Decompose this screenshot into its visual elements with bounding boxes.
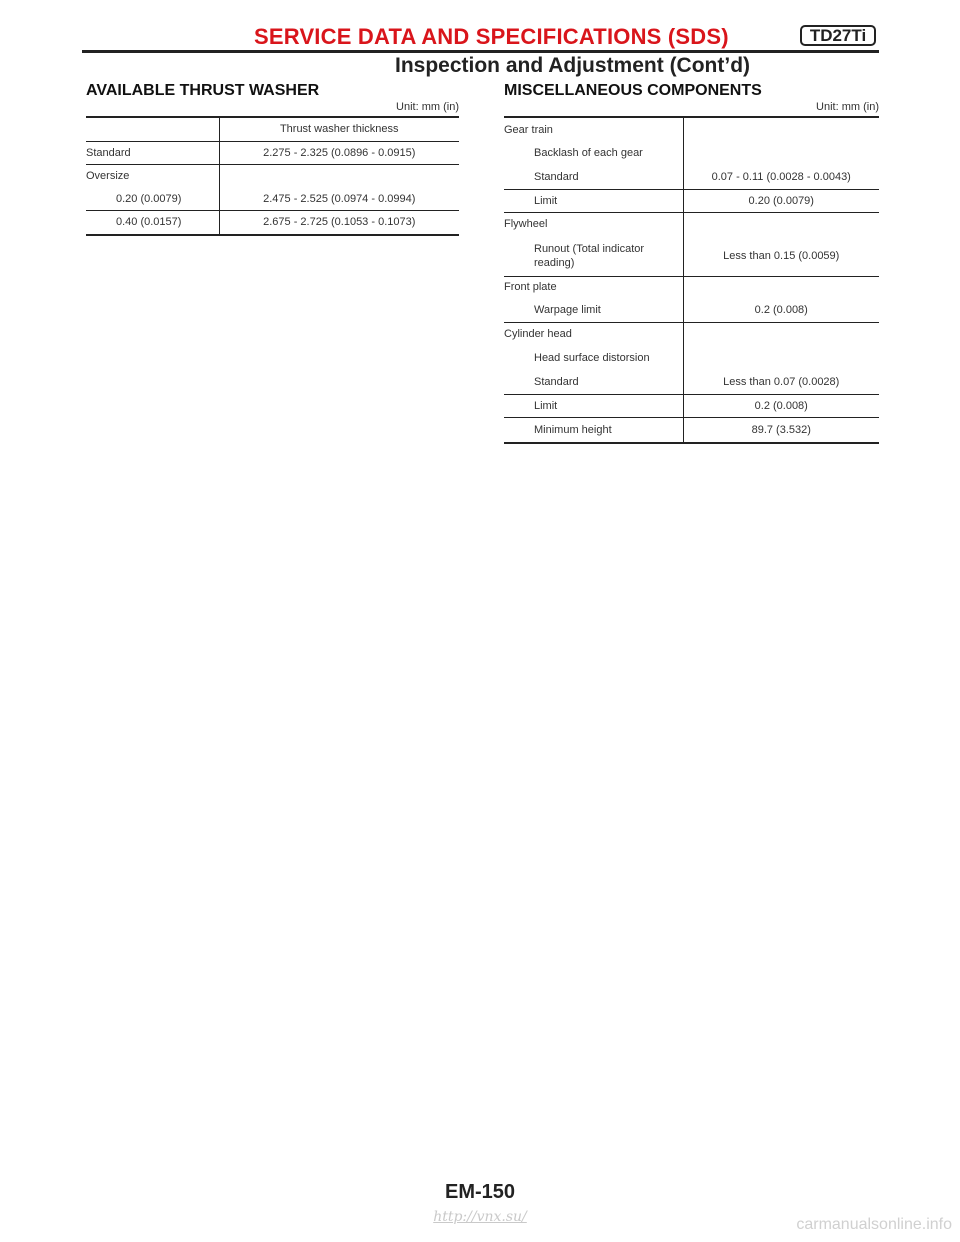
table-row — [504, 189, 879, 212]
misc-heading: MISCELLANEOUS COMPONENTS — [504, 82, 762, 99]
row-value: Less than 0.07 (0.0028) — [683, 370, 879, 394]
page-number: EM-150 — [444, 1181, 516, 1203]
thrust-washer-section — [86, 82, 459, 236]
row-label: 0.20 (0.0079) — [86, 188, 219, 210]
table-row — [504, 370, 879, 394]
row-value: 0.20 (0.0079) — [683, 189, 879, 212]
table-row — [504, 298, 879, 322]
row-value: Less than 0.15 (0.0059) — [683, 236, 879, 276]
table-row — [504, 417, 879, 443]
table-row — [504, 212, 879, 236]
row-label: Minimum height — [534, 423, 612, 436]
table-row — [86, 141, 459, 164]
table-row — [86, 164, 459, 188]
row-label: Limit — [504, 189, 683, 212]
table-row — [504, 236, 879, 276]
row-value: 0.2 (0.008) — [683, 298, 879, 322]
group-label: Flywheel — [504, 218, 548, 231]
table-row — [504, 322, 879, 346]
row-value: 0.2 (0.008) — [683, 394, 879, 417]
row-value: 2.675 - 2.725 (0.1053 - 0.1073) — [219, 210, 459, 235]
row-label: Warpage limit — [504, 298, 683, 322]
header-subtitle: Inspection and Adjustment (Cont’d) — [395, 54, 751, 77]
row-value: 89.7 (3.532) — [683, 417, 879, 443]
footer-link[interactable]: http://vnx.su/ — [433, 1209, 527, 1225]
watermark: carmanualsonline.info — [796, 1216, 952, 1233]
group-label: Cylinder head — [504, 328, 572, 341]
row-value: 2.275 - 2.325 (0.0896 - 0.0915) — [219, 141, 459, 164]
table-row — [86, 210, 459, 235]
table-row — [86, 117, 459, 141]
row-label: Standard — [86, 141, 219, 164]
group-label: Gear train — [504, 123, 553, 136]
row-label: Limit — [504, 394, 683, 417]
table-row — [504, 117, 879, 141]
table-row — [504, 141, 879, 165]
model-badge: TD27Ti — [800, 25, 876, 46]
misc-table — [504, 116, 879, 444]
table-row — [504, 165, 879, 189]
row-label: Oversize — [86, 170, 130, 183]
header-title: SERVICE DATA AND SPECIFICATIONS (SDS) — [254, 24, 729, 49]
group-label: Front plate — [504, 281, 557, 294]
row-label: Backlash of each gear — [534, 147, 643, 159]
row-label: Runout (Total indicator reading) — [504, 236, 683, 276]
row-value: 2.475 - 2.525 (0.0974 - 0.0994) — [219, 188, 459, 210]
header-rule — [82, 50, 879, 53]
column-header: Thrust washer thickness — [219, 117, 459, 141]
misc-unit: Unit: mm (in) — [816, 101, 879, 113]
table-row — [504, 346, 879, 370]
row-label: 0.40 (0.0157) — [116, 216, 182, 229]
thrust-washer-heading: AVAILABLE THRUST WASHER — [86, 82, 320, 99]
table-row — [86, 188, 459, 210]
thrust-washer-unit: Unit: mm (in) — [396, 101, 459, 113]
table-row — [504, 394, 879, 417]
misc-components-section — [504, 82, 879, 444]
row-label: Standard — [504, 370, 683, 394]
row-label: Head surface distorsion — [534, 352, 650, 364]
row-value: 0.07 - 0.11 (0.0028 - 0.0043) — [683, 165, 879, 189]
thrust-washer-table — [86, 116, 459, 236]
row-label: Standard — [504, 165, 683, 189]
table-row — [504, 276, 879, 298]
